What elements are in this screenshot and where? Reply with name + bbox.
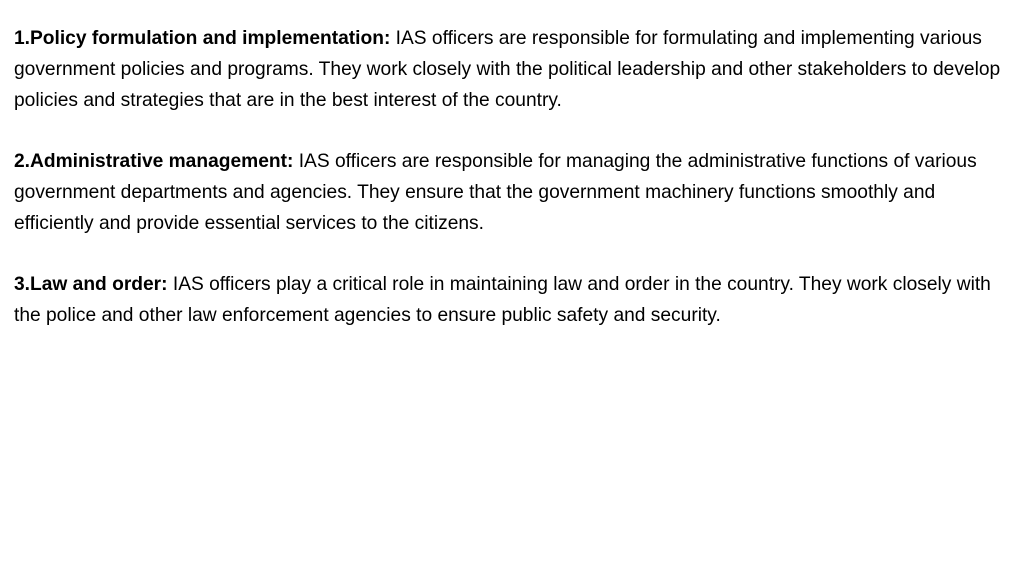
point-law-and-order bbox=[14, 270, 1014, 332]
point-title: 2.Administrative management: bbox=[14, 151, 294, 173]
point-administrative-management bbox=[14, 147, 1014, 239]
slide-content bbox=[14, 24, 1014, 363]
point-policy-formulation bbox=[14, 24, 1014, 116]
point-title: 1.Policy formulation and implementation: bbox=[14, 28, 391, 49]
point-text: IAS officers are responsible for formulating and implementing various government policies and programs. They work closely with the political leadership and other stakeholders to develop policies and strategies that are in the best interest of the country. bbox=[14, 28, 1001, 111]
point-title: 3.Law and order: bbox=[14, 274, 168, 296]
point-text: IAS officers are responsible for managing the administrative functions of various government departments and agencies. They ensure that the government machinery functions smoothly and efficiently and provide essential services to the citizens. bbox=[14, 151, 977, 234]
point-text: IAS officers play a critical role in maintaining law and order in the country. They work closely with the police and other law enforcement agencies to ensure public safety and security. bbox=[14, 274, 991, 327]
